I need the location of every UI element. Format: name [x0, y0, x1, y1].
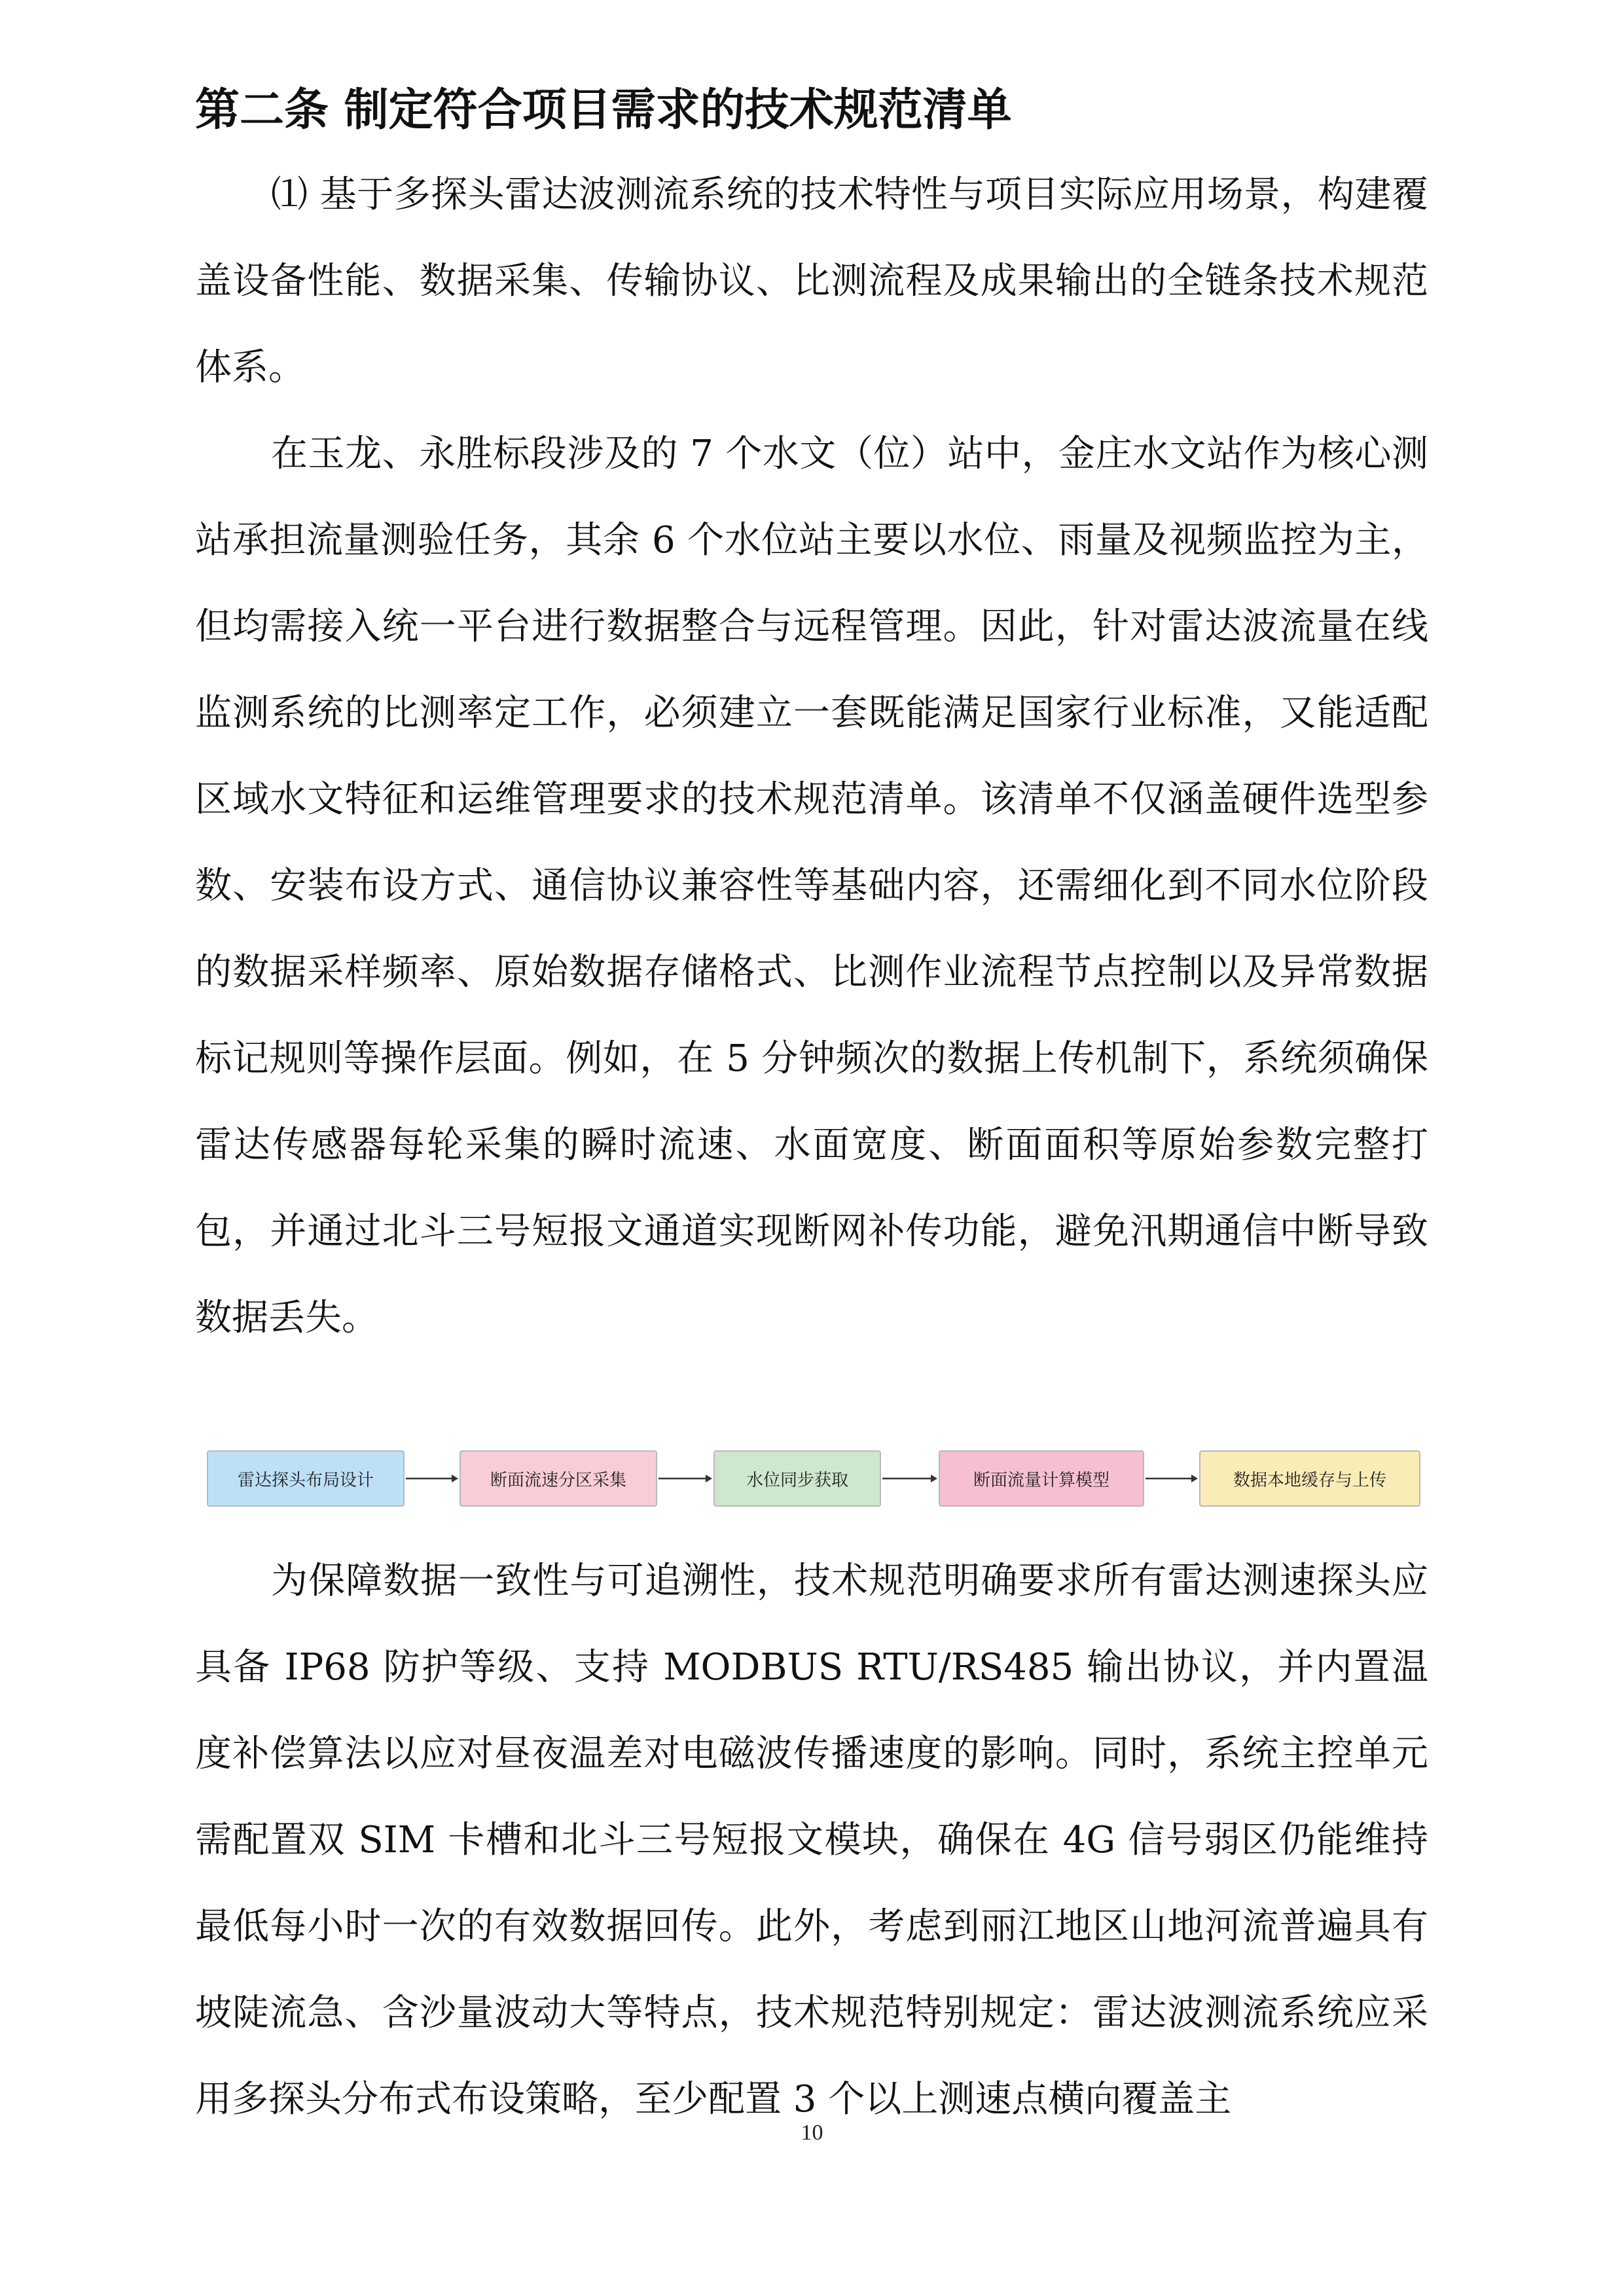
flow-step-radar-layout: 雷达探头布局设计: [207, 1450, 405, 1507]
page-number: 10: [801, 2121, 823, 2145]
flow-step-discharge-model: 断面流量计算模型: [939, 1450, 1144, 1507]
paragraph-1: ⑴ 基于多探头雷达波测流系统的技术特性与项目实际应用场景，构建覆盖设备性能、数据采集、传输协议、比测流程及成果输出的全链条技术规范体系。: [195, 173, 1428, 389]
flow-arrow-2: [657, 1450, 713, 1507]
section-heading: 第二条 制定符合项目需求的技术规范清单: [195, 84, 1012, 136]
process-flowchart: [207, 1450, 1430, 1507]
flow-arrow-1: [405, 1450, 460, 1507]
flow-step-cache-upload: 数据本地缓存与上传: [1199, 1450, 1420, 1507]
paragraph-2: 在玉龙、永胜标段涉及的 7 个水文（位）站中，金庄水文站作为核心测站承担流量测验任务，其余 6 个水位站主要以水位、雨量及视频监控为主，但均需接入统一平台进行数据整合与远程管理。因此，针对雷达波流量在线监测系统的比测率定工作，必须建立一套既能满足国家行业标准，又能适配区域水文特征和运维管理要求的技术规范清单。该清单不仅涵盖硬件选型参数、安装布设方式、通信协议兼容性等基础内容，还需细化到不同水位阶段的数据采样频率、原始数据存储格式、比测作业流程节点控制以及异常数据标记规则等操作层面。例如，在 5 分钟频次的数据上传机制下，系统须确保雷达传感器每轮采集的瞬时流速、水面宽度、断面面积等原始参数完整打包，并通过北斗三号短报文通道实现断网补传功能，避免汛期通信中断导致数据丢失。: [195, 433, 1428, 1339]
flow-arrow-4: [1144, 1450, 1199, 1507]
paragraph-3: 为保障数据一致性与可追溯性，技术规范明确要求所有雷达测速探头应具备 IP68 防护等级、支持 MODBUS RTU/RS485 输出协议，并内置温度补偿算法以应对昼夜温差对电磁波传播速度的影响。同时，系统主控单元需配置双 SIM 卡槽和北斗三号短报文模块，确保在 4G 信号弱区仍能维持最低每小时一次的有效数据回传。此外，考虑到丽江地区山地河流普遍具有坡陡流急、含沙量波动大等特点，技术规范特别规定：雷达波测流系统应采用多探头分布式布设策略，至少配置 3 个以上测速点横向覆盖主: [195, 1560, 1428, 2121]
flow-step-velocity-collection: 断面流速分区采集: [460, 1450, 657, 1507]
flow-arrow-3: [881, 1450, 939, 1507]
flow-step-water-level: 水位同步获取: [713, 1450, 881, 1507]
